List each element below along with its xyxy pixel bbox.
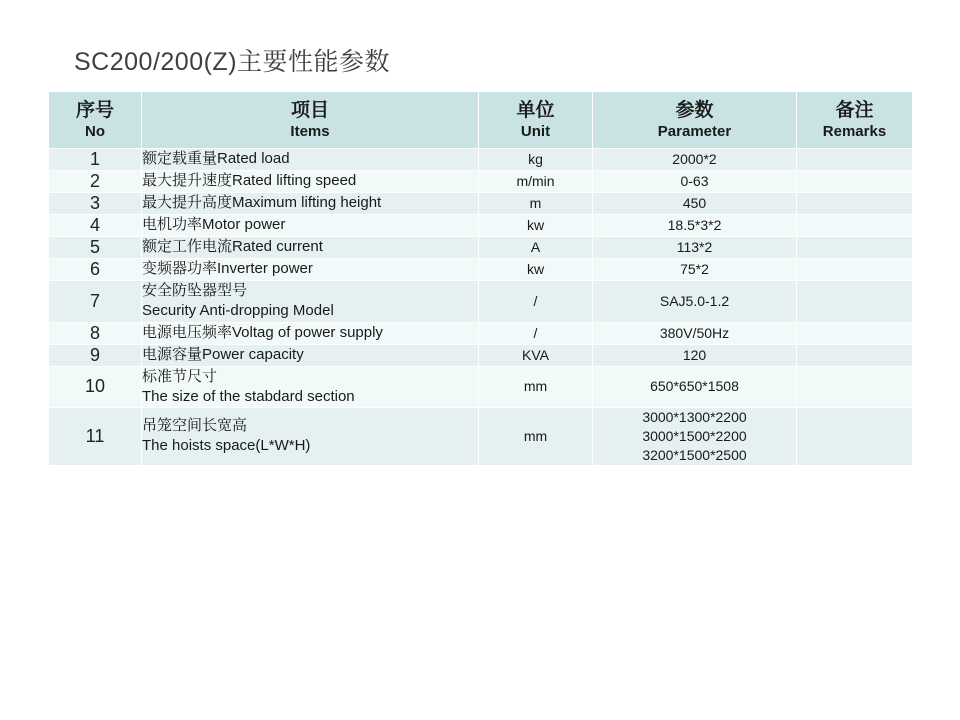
cell-no: 6 (49, 259, 142, 281)
cell-parameter-line: SAJ5.0-1.2 (659, 292, 730, 309)
cell-unit-line: kg (528, 151, 543, 168)
column-header-unit (479, 92, 593, 149)
cell-item-line: 额定载重量Rated load (142, 150, 290, 168)
cell-remark (797, 215, 913, 237)
column-header-unit-en: Unit (520, 122, 551, 140)
table-row (49, 366, 913, 408)
table-body (49, 149, 913, 466)
cell-no: 11 (49, 408, 142, 466)
column-header-unit-cn: 单位 (516, 99, 555, 121)
cell-remark (797, 281, 913, 323)
table-row (49, 322, 913, 344)
cell-unit (479, 259, 593, 281)
cell-no: 9 (49, 344, 142, 366)
column-header-remarks (797, 92, 913, 149)
cell-parameter (593, 149, 797, 171)
cell-parameter-line: 120 (682, 346, 707, 363)
cell-item (142, 366, 479, 408)
cell-remark (797, 344, 913, 366)
cell-unit-line: / (533, 292, 538, 309)
cell-parameter (593, 322, 797, 344)
column-header-no (49, 92, 142, 149)
cell-remark (797, 171, 913, 193)
cell-item-line: 吊笼空间长宽高 (142, 417, 248, 435)
cell-unit-line: / (533, 324, 538, 341)
cell-remark (797, 366, 913, 408)
cell-item-line: The hoists space(L*W*H) (142, 437, 311, 455)
cell-unit (479, 344, 593, 366)
cell-item (142, 281, 479, 323)
table-header (49, 92, 913, 149)
cell-item-line: The size of the stabdard section (142, 387, 355, 405)
cell-no: 3 (49, 193, 142, 215)
table-row (49, 408, 913, 466)
table-row (49, 344, 913, 366)
cell-parameter-line: 3200*1500*2500 (642, 446, 747, 463)
cell-unit-line: m (529, 195, 542, 212)
cell-unit (479, 193, 593, 215)
table-row (49, 259, 913, 281)
cell-no: 10 (49, 366, 142, 408)
cell-remark (797, 322, 913, 344)
cell-parameter (593, 215, 797, 237)
cell-no: 2 (49, 171, 142, 193)
table-row (49, 149, 913, 171)
cell-item-line: 最大提升高度Maximum lifting height (142, 194, 382, 212)
column-header-items (142, 92, 479, 149)
cell-parameter-line: 450 (682, 195, 707, 212)
cell-no: 5 (49, 237, 142, 259)
cell-parameter-line: 3000*1300*2200 (642, 409, 747, 425)
cell-item-line: 标准节尺寸 (142, 367, 218, 385)
table-row (49, 281, 913, 323)
cell-item (142, 259, 479, 281)
cell-parameter (593, 408, 797, 466)
cell-unit-line: kw (526, 261, 545, 278)
cell-unit (479, 215, 593, 237)
cell-item (142, 344, 479, 366)
cell-parameter (593, 193, 797, 215)
table-header-row (49, 92, 913, 149)
cell-unit-line: mm (523, 427, 548, 444)
column-header-items-cn: 项目 (290, 99, 329, 121)
cell-no: 7 (49, 281, 142, 323)
cell-remark (797, 149, 913, 171)
cell-item (142, 149, 479, 171)
cell-unit-line: kw (526, 217, 545, 234)
cell-unit-line: mm (523, 378, 548, 395)
cell-item (142, 171, 479, 193)
cell-parameter (593, 344, 797, 366)
cell-no: 4 (49, 215, 142, 237)
cell-unit-line: A (530, 239, 541, 256)
cell-unit (479, 281, 593, 323)
cell-parameter-line: 75*2 (680, 261, 709, 278)
table-row (49, 237, 913, 259)
cell-item (142, 193, 479, 215)
table-row (49, 171, 913, 193)
cell-parameter-line: 0-63 (680, 173, 709, 190)
cell-item (142, 408, 479, 466)
cell-parameter-line: 113*2 (676, 239, 713, 256)
cell-parameter (593, 259, 797, 281)
cell-unit (479, 408, 593, 466)
cell-parameter-line: 18.5*3*2 (667, 217, 722, 234)
cell-item-line: 额定工作电流Rated current (142, 238, 323, 256)
cell-parameter-line: 650*650*1508 (650, 378, 739, 395)
cell-item-line: Security Anti-dropping Model (142, 302, 334, 320)
cell-unit (479, 149, 593, 171)
column-header-parameter (593, 92, 797, 149)
page-title: SC200/200(Z)主要性能参数 (74, 48, 391, 76)
column-header-remarks-cn: 备注 (835, 99, 874, 121)
cell-item-line: 电源电压频率Voltag of power supply (142, 323, 383, 341)
cell-no: 1 (49, 149, 142, 171)
cell-item-line: 安全防坠器型号 (142, 282, 248, 299)
column-header-remarks-en: Remarks (822, 122, 887, 140)
column-header-items-en: Items (290, 122, 330, 140)
cell-unit (479, 237, 593, 259)
cell-item-line: 最大提升速度Rated lifting speed (142, 172, 357, 190)
cell-parameter-line: 380V/50Hz (659, 324, 730, 341)
cell-parameter (593, 281, 797, 323)
cell-item (142, 215, 479, 237)
cell-parameter (593, 366, 797, 408)
cell-remark (797, 193, 913, 215)
column-header-no-cn: 序号 (75, 99, 114, 121)
cell-unit-line: m/min (516, 173, 555, 190)
table-row (49, 193, 913, 215)
cell-item-line: 电源容量Power capacity (142, 345, 304, 363)
table-row (49, 215, 913, 237)
cell-parameter (593, 237, 797, 259)
cell-unit-line: KVA (522, 346, 549, 363)
cell-remark (797, 259, 913, 281)
cell-item (142, 322, 479, 344)
cell-item-line: 电机功率Motor power (142, 216, 286, 234)
cell-unit (479, 322, 593, 344)
cell-item (142, 237, 479, 259)
cell-remark (797, 408, 913, 466)
cell-item-line: 变频器功率Inverter power (142, 260, 313, 278)
cell-parameter-line: 2000*2 (672, 151, 717, 168)
cell-remark (797, 237, 913, 259)
column-header-parameter-cn: 参数 (675, 99, 714, 121)
cell-unit (479, 171, 593, 193)
cell-no: 8 (49, 322, 142, 344)
cell-parameter-line: 3000*1500*2200 (642, 427, 747, 444)
parameters-table (48, 91, 913, 466)
column-header-parameter-en: Parameter (657, 122, 732, 140)
cell-parameter (593, 171, 797, 193)
cell-unit (479, 366, 593, 408)
column-header-no-en: No (85, 122, 105, 140)
